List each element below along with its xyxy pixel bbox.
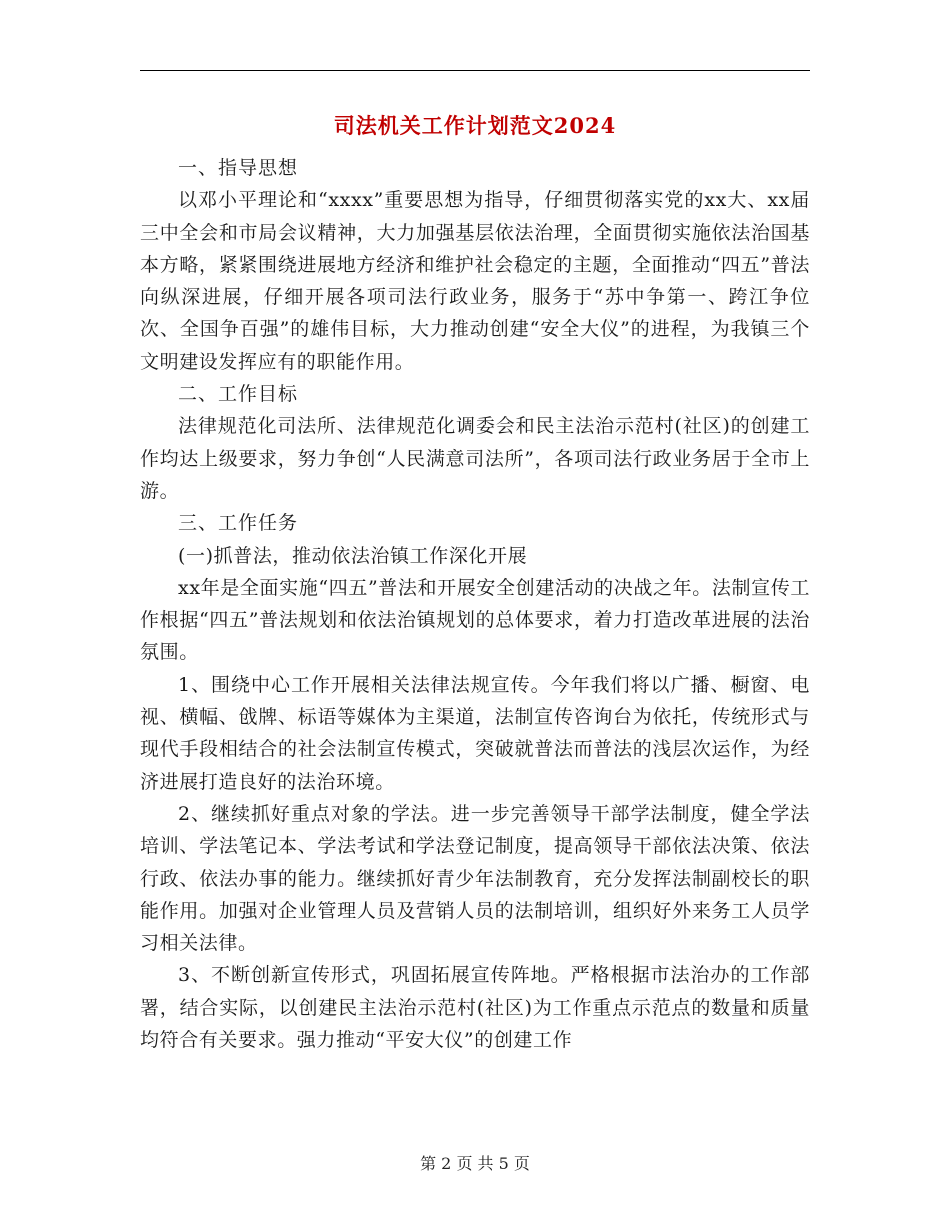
paragraph-item-1: 1、围绕中心工作开展相关法律法规宣传。今年我们将以广播、橱窗、电视、横幅、戗牌、标语等媒体为主渠道，法制宣传咨询台为依托，传统形式与现代手段相结合的社会法制宣传模式，突破就普法而普法的浅层次运作，为经济进展打造良好的法治环境。 (140, 673, 810, 793)
subsection-heading-legal-education: (一)抓普法，推动依法治镇工作深化开展 (178, 544, 528, 567)
document-body (140, 152, 810, 1056)
page-footer (0, 1152, 950, 1176)
paragraph-legal-education-intro: xx年是全面实施“四五”普法和开展安全创建活动的决战之年。法制宣传工作根据“四五”普法规划和依法治镇规划的总体要求，着力打造改革进展的法治氛围。 (140, 576, 810, 664)
section-heading-work-tasks: 三、工作任务 (178, 512, 299, 535)
paragraph-guiding-thought: 以邓小平理论和“xxxx”重要思想为指导，仔细贯彻落实党的xx大、xx届三中全会和市局会议精神，大力加强基层依法治理，全面贯彻实施依法治国基本方略，紧紧围绕进展地方经济和维护社会稳定的主题，全面推动“四五”普法向纵深进展，仔细开展各项司法行政业务，服务于“苏中争第一、跨江争位次、全国争百强”的雄伟目标，大力推动创建“安全大仪”的进程，为我镇三个文明建设发挥应有的职能作用。 (140, 189, 810, 373)
paragraph-item-2: 2、继续抓好重点对象的学法。进一步完善领导干部学法制度，健全学法培训、学法笔记本、学法考试和学法登记制度，提高领导干部依法决策、依法行政、依法办事的能力。继续抓好青少年法制教育，充分发挥法制副校长的职能作用。加强对企业管理人员及营销人员的法制培训，组织好外来务工人员学习相关法律。 (140, 802, 810, 955)
section-heading-guiding-thought: 一、指导思想 (178, 157, 299, 179)
header-rule (140, 70, 810, 71)
page-number: 第 2 页 共 5 页 (420, 1154, 530, 1173)
paragraph-item-3: 3、不断创新宣传形式，巩固拓展宣传阵地。严格根据市法治办的工作部署，结合实际，以创建民主法治示范村(社区)为工作重点示范点的数量和质量均符合有关要求。强力推动“平安大仪”的创建工作 (140, 964, 810, 1052)
section-heading-work-goals: 二、工作目标 (178, 383, 299, 406)
document-title: 司法机关工作计划范文2024 (333, 113, 617, 138)
paragraph-work-goals: 法律规范化司法所、法律规范化调委会和民主法治示范村(社区)的创建工作均达上级要求，努力争创“人民满意司法所”，各项司法行政业务居于全市上游。 (140, 415, 810, 502)
